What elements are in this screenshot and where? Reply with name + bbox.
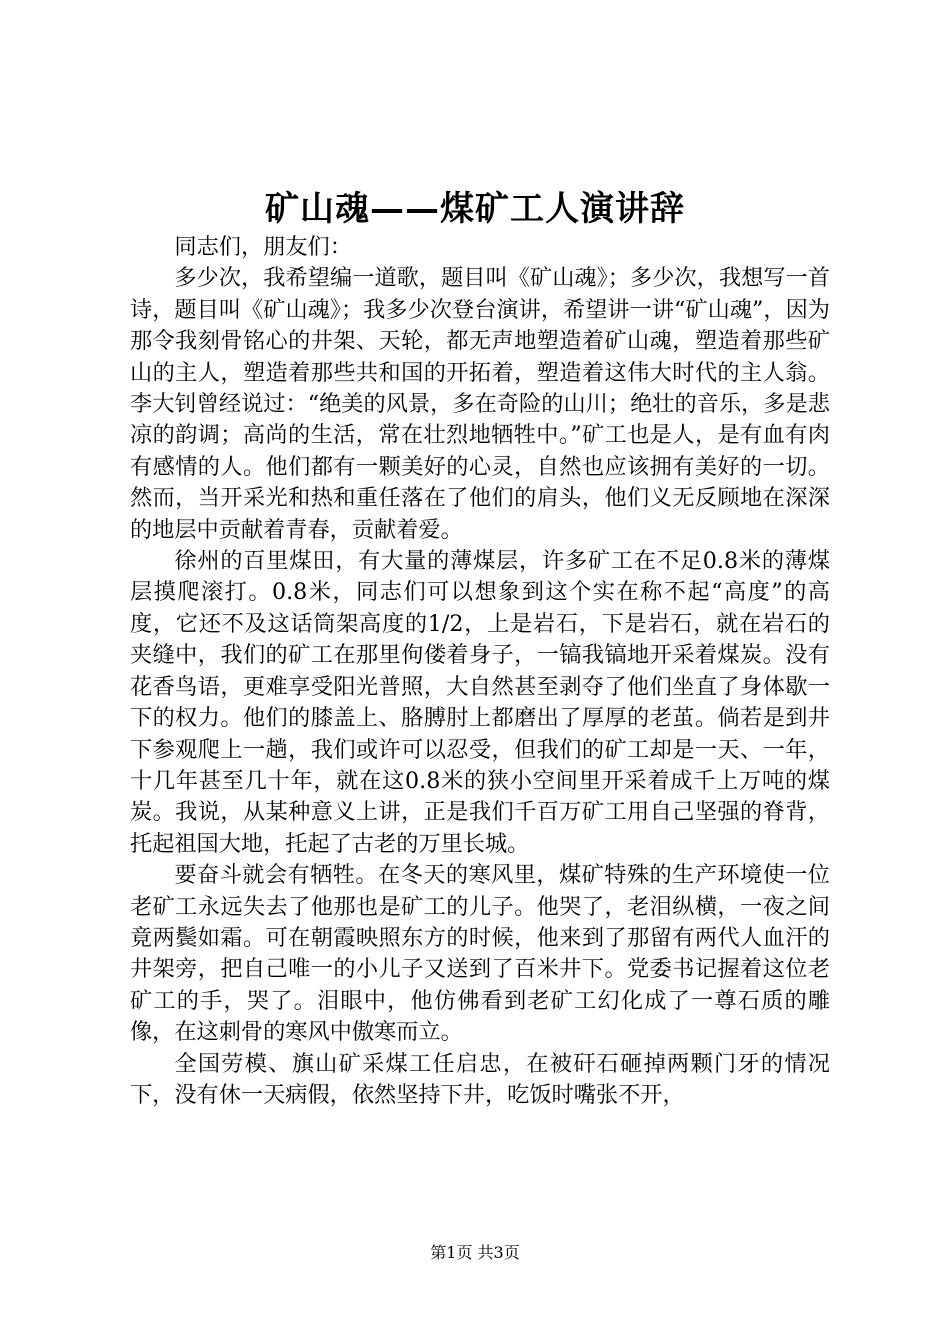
paragraph: 多少次，我希望编一道歌，题目叫《矿山魂》；多少次，我想写一首诗，题目叫《矿山魂》；我多少次登台演讲，希望讲一讲“矿山魂”，因为那令我刻骨铭心的井架、天轮，都无声地塑造着矿山魂，塑造着那些矿山的主人，塑造着那些共和国的开拓着，塑造着这伟大时代的主人翁。李大钊曾经说过：“绝美的风景，多在奇险的山川；绝壮的音乐，多是悲凉的韵调；高尚的生活，常在壮烈地牺牲中。”矿工也是人，是有血有肉有感情的人。他们都有一颗美好的心灵，自然也应该拥有美好的一切。然而，当开采光和热和重任落在了他们的肩头，他们义无反顾地在深深的地层中贡献着青春，贡献着爱。 [130, 265, 830, 543]
paragraph: 徐州的百里煤田，有大量的薄煤层，许多矿工在不足0.8米的薄煤层摸爬滚打。0.8米，同志们可以想象到这个实在称不起“高度”的高度，它还不及这话筒架高度的1/2，上是岩石，下是岩石，就在岩石的夹缝中，我们的矿工在那里佝偻着身子，一镐我镐地开采着煤炭。没有花香鸟语，更难享受阳光普照，大自然甚至剥夺了他们坐直了身体歇一下的权力。他们的膝盖上、胳膊肘上都磨出了厚厚的老茧。倘若是到井下参观爬上一趟，我们或许可以忍受，但我们的矿工却是一天、一年，十几年甚至几十年，就在这0.8米的狭小空间里开采着成千上万吨的煤炭。我说，从某种意义上讲，正是我们千百万矿工用自己坚强的脊背，托起祖国大地，托起了古老的万里长城。 [130, 548, 830, 857]
paragraph: 要奋斗就会有牺牲。在冬天的寒风里，煤矿特殊的生产环境使一位老矿工永远失去了他那也是矿工的儿子。他哭了，老泪纵横，一夜之间竟两鬓如霜。可在朝霞映照东方的时候，他来到了那留有两代人血汗的井架旁，把自己唯一的小儿子又送到了百米井下。党委书记握着这位老矿工的手，哭了。泪眼中，他仿佛看到老矿工幻化成了一尊石质的雕像，在这刺骨的寒风中傲寒而立。 [130, 862, 830, 1046]
paragraph: 全国劳模、旗山矿采煤工任启忠，在被矸石砸掉两颗门牙的情况下，没有休一天病假，依然坚持下井，吃饭时嘴张不开， [130, 1050, 830, 1108]
document-title: 矿山魂——煤矿工人演讲辞 [265, 189, 685, 229]
page-footer: 第1页 共3页 [430, 1243, 520, 1262]
document-body [130, 232, 830, 1111]
paragraph-greeting: 同志们，朋友们： [174, 234, 352, 260]
